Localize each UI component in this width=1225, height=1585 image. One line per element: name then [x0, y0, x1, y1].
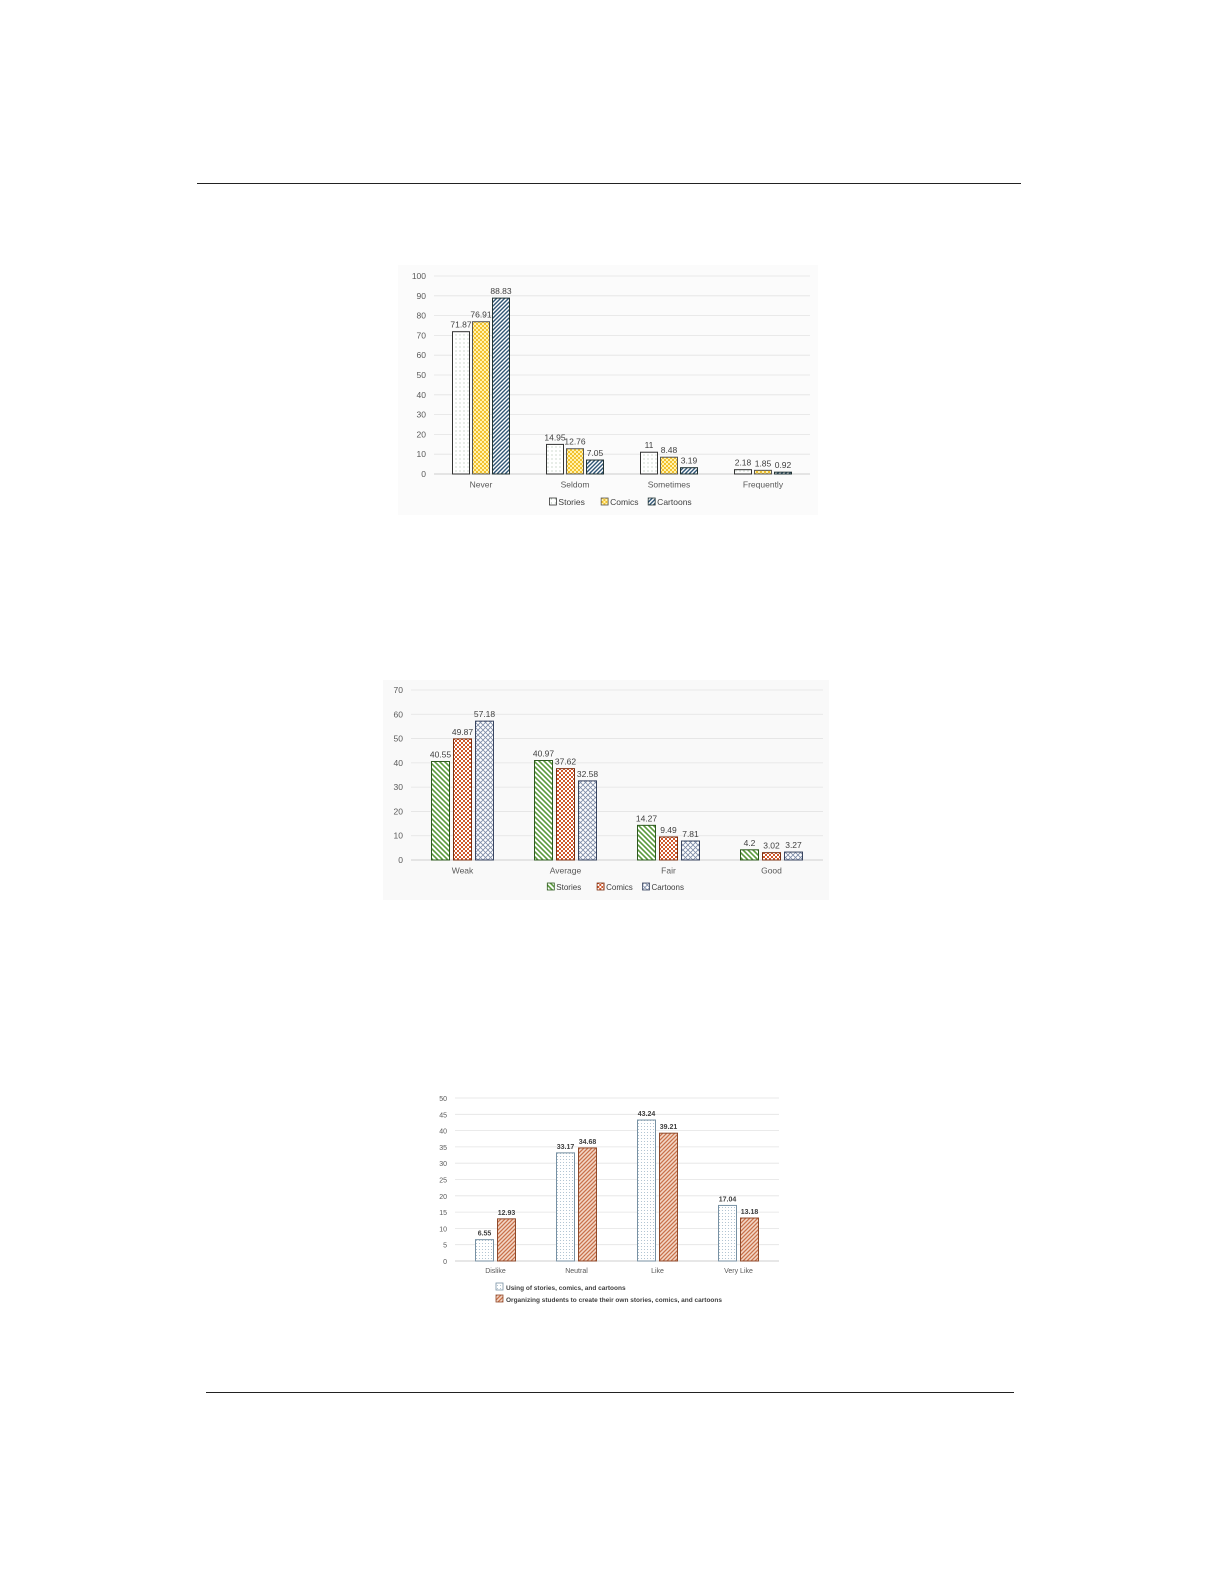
y-tick-label: 50 [393, 733, 403, 744]
data-label: 14.95 [544, 432, 566, 443]
x-tick-label: Fair [661, 865, 676, 876]
bar-average-2 [557, 769, 575, 860]
data-label: 12.93 [497, 1209, 516, 1217]
data-label: 7.05 [586, 448, 604, 459]
y-tick-label: 70 [393, 685, 403, 695]
y-tick-label: 20 [416, 429, 426, 440]
data-label: 1.85 [754, 458, 772, 469]
y-tick-label: 80 [416, 310, 426, 321]
y-tick-label: 5 [443, 1242, 447, 1250]
header-rule [197, 183, 1021, 184]
legend-label: Stories [556, 883, 582, 892]
data-label: 34.68 [578, 1138, 597, 1146]
data-label: 39.21 [659, 1124, 678, 1132]
bar-seldom-1 [547, 444, 564, 474]
bar-weak-1 [432, 762, 450, 860]
bar-like-2 [660, 1133, 678, 1261]
x-tick-label: Like [651, 1268, 664, 1275]
data-label: 3.02 [763, 840, 780, 851]
bar-never-3 [493, 298, 510, 474]
y-tick-label: 60 [416, 350, 426, 361]
bar-like-1 [638, 1120, 656, 1261]
y-tick-label: 10 [393, 830, 403, 841]
legend-label: Using of stories, comics, and cartoons [506, 1285, 626, 1292]
frequency-bar-chart-svg [398, 265, 818, 515]
legend-label: Organizing students to create their own stories, comics, and cartoons [506, 1297, 722, 1304]
y-tick-label: 40 [393, 757, 403, 768]
y-tick-label: 35 [439, 1144, 447, 1152]
data-label: 4.2 [743, 837, 756, 848]
bar-average-1 [535, 761, 553, 860]
data-label: 6.55 [477, 1230, 492, 1238]
data-label: 3.19 [680, 455, 698, 466]
y-tick-label: 40 [439, 1128, 447, 1136]
frequency-bar-chart [398, 265, 818, 515]
data-label: 13.18 [740, 1209, 759, 1217]
y-tick-label: 20 [439, 1193, 447, 1201]
y-tick-label: 30 [416, 409, 426, 420]
y-tick-label: 10 [416, 449, 426, 460]
data-label: 8.48 [660, 445, 678, 456]
data-label: 0.92 [774, 460, 792, 471]
x-tick-label: Sometimes [647, 479, 691, 490]
data-label: 49.87 [451, 726, 474, 737]
bar-frequently-2 [755, 470, 772, 474]
bar-frequently-3 [775, 472, 792, 474]
data-label: 3.27 [785, 840, 802, 851]
attitude-bar-chart-svg [433, 1083, 783, 1313]
bar-very-like-1 [719, 1205, 737, 1261]
legend-swatch [643, 883, 650, 890]
y-tick-label: 25 [439, 1177, 447, 1185]
legend-label: Comics [606, 883, 633, 892]
bar-never-1 [453, 332, 470, 474]
legend [549, 497, 691, 507]
bar-neutral-2 [579, 1148, 597, 1261]
attitude-bar-chart [433, 1083, 783, 1313]
y-tick-label: 30 [439, 1161, 447, 1169]
x-tick-label: Never [469, 479, 493, 490]
y-tick-label: 70 [416, 330, 426, 341]
legend-label: Stories [558, 497, 585, 507]
bar-good-1 [741, 850, 759, 860]
bar-sometimes-1 [641, 452, 658, 474]
bar-weak-3 [476, 721, 494, 860]
bar-sometimes-2 [661, 457, 678, 474]
bar-frequently-1 [735, 470, 752, 474]
y-tick-label: 45 [439, 1112, 447, 1120]
y-tick-label: 100 [411, 271, 426, 281]
bar-dislike-1 [476, 1240, 494, 1261]
bar-seldom-3 [587, 460, 604, 474]
bar-fair-2 [660, 837, 678, 860]
y-tick-label: 0 [443, 1259, 447, 1266]
bar-weak-2 [454, 739, 472, 860]
data-label: 9.49 [660, 824, 677, 835]
bar-seldom-2 [567, 449, 584, 474]
y-tick-label: 90 [416, 290, 426, 301]
x-tick-label: Seldom [560, 479, 590, 490]
y-tick-label: 10 [439, 1226, 447, 1234]
data-label: 76.91 [470, 309, 492, 320]
legend [547, 883, 684, 892]
data-label: 12.76 [564, 436, 586, 447]
legend-swatch [597, 883, 604, 890]
bar-good-3 [785, 852, 803, 860]
legend-label: Cartoons [657, 497, 692, 507]
data-label: 2.18 [734, 457, 752, 468]
data-label: 40.97 [532, 748, 555, 759]
x-tick-label: Neutral [565, 1268, 588, 1275]
bar-fair-3 [682, 841, 700, 860]
bar-good-2 [763, 853, 781, 860]
data-label: 33.17 [556, 1143, 575, 1151]
data-label: 71.87 [450, 319, 472, 330]
bar-dislike-2 [498, 1219, 516, 1261]
bar-average-3 [579, 781, 597, 860]
level-bar-chart [383, 680, 829, 900]
y-tick-label: 0 [398, 855, 403, 865]
y-tick-label: 30 [393, 782, 403, 793]
legend-label: Comics [610, 497, 639, 507]
legend-label: Cartoons [651, 883, 684, 892]
legend-swatch [648, 498, 655, 505]
legend-swatch [496, 1283, 503, 1290]
data-label: 40.55 [429, 749, 452, 760]
bar-fair-1 [638, 825, 656, 860]
y-tick-label: 40 [416, 389, 426, 400]
level-bar-chart-svg [383, 680, 829, 900]
footer-rule [206, 1392, 1014, 1393]
bar-very-like-2 [741, 1218, 759, 1261]
y-tick-label: 0 [421, 469, 426, 479]
y-tick-label: 20 [393, 806, 403, 817]
legend-swatch [496, 1295, 503, 1302]
data-label: 88.83 [490, 286, 512, 297]
data-label: 43.24 [637, 1111, 656, 1119]
data-label: 14.27 [635, 813, 658, 824]
x-tick-label: Very Like [724, 1268, 753, 1275]
legend-swatch [601, 498, 608, 505]
data-label: 7.81 [682, 829, 699, 840]
x-tick-label: Dislike [485, 1268, 506, 1275]
data-label: 32.58 [576, 768, 599, 779]
bar-sometimes-3 [681, 468, 698, 474]
y-tick-label: 60 [393, 709, 403, 720]
x-tick-label: Good [761, 865, 782, 876]
legend-swatch [549, 498, 556, 505]
x-tick-label: Weak [451, 865, 474, 876]
x-tick-label: Frequently [742, 479, 784, 490]
bar-neutral-1 [557, 1153, 575, 1261]
x-tick-label: Average [549, 865, 582, 876]
data-label: 57.18 [473, 709, 496, 720]
data-label: 37.62 [554, 756, 577, 767]
data-label: 11 [644, 440, 654, 451]
legend-swatch [547, 883, 554, 890]
y-tick-label: 15 [439, 1210, 447, 1218]
y-tick-label: 50 [416, 370, 426, 380]
y-tick-label: 50 [439, 1096, 447, 1103]
bar-never-2 [473, 322, 490, 474]
data-label: 17.04 [718, 1196, 737, 1204]
